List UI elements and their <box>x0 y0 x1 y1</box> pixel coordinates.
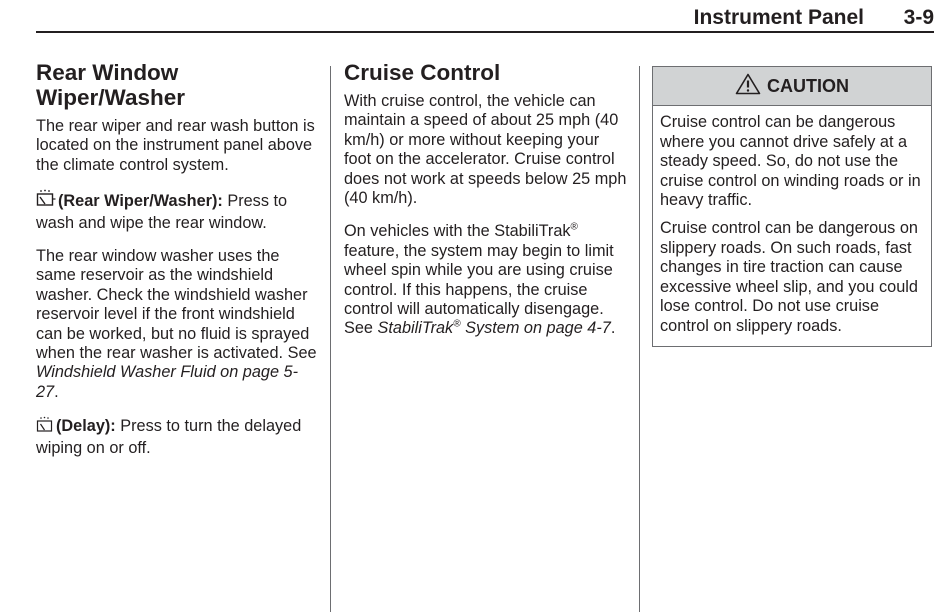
cruise-intro: With cruise control, the vehicle can maintain a speed of about 25 mph (40 km/h) or more without keeping your foot on the accelerator. Cruise control does not work at speeds below 25 mph (40 km/h). <box>344 92 627 208</box>
delay-text: Press to turn the delayed wiping on or off. <box>36 417 302 457</box>
stabilitrak-ref-b: System on page 4-7 <box>460 319 611 338</box>
registered-mark-ref: ® <box>453 319 461 331</box>
page-number: 3-9 <box>903 6 934 29</box>
column-divider-left <box>330 66 331 612</box>
rear-wash-text: Press to wash and wipe the rear window. <box>36 192 288 232</box>
reservoir-text: The rear window washer uses the same reservoir as the windshield washer. Check the windshield washer reservoir level if the front windshield can be worked, but no fluid is sprayed when the rear washer is activated. See <box>36 247 317 363</box>
page-header <box>36 6 934 33</box>
stabilitrak-paragraph <box>344 222 630 338</box>
cruise-control-heading: Cruise Control <box>344 60 501 85</box>
caution-body <box>653 106 931 337</box>
washer-fluid-reference: Windshield Washer Fluid on page 5-27 <box>36 363 299 401</box>
rear-wash-label: (Rear Wiper/Washer): <box>58 192 223 211</box>
stabilitrak-reference <box>378 319 611 337</box>
stabilitrak-end: . <box>610 319 616 338</box>
column-divider-right <box>639 66 640 612</box>
delay-paragraph <box>36 416 320 458</box>
registered-mark: ® <box>570 222 578 234</box>
rear-wiper-section <box>36 60 320 472</box>
caution-title: CAUTION <box>767 75 849 96</box>
cruise-control-section <box>344 60 630 353</box>
rear-washer-icon <box>36 189 56 213</box>
caution-box <box>652 66 932 347</box>
reservoir-paragraph <box>36 247 320 402</box>
caution-paragraph-1: Cruise control can be dangerous where you cannot drive safely at a steady speed. So, do not use the cruise control on winding roads or in heavy traffic. <box>660 113 921 210</box>
caution-header <box>653 67 931 106</box>
stabilitrak-text-b: feature, the system may begin to limit wheel spin while you are using cruise control. If this happens, the cruise control will automatically disengage. See <box>344 241 614 338</box>
stabilitrak-ref-a: StabiliTrak <box>377 319 454 338</box>
rear-wiper-heading-line1: Rear Window <box>36 60 179 85</box>
warning-triangle-icon <box>735 73 761 100</box>
rear-wiper-intro: The rear wiper and rear wash button is located on the instrument panel above the climate control system. <box>36 117 315 174</box>
reservoir-end: . <box>54 382 59 401</box>
page-section-title: Instrument Panel <box>693 6 864 29</box>
delay-label: (Delay): <box>56 417 116 436</box>
rear-wiper-heading-line2: Wiper/Washer <box>36 85 185 110</box>
stabilitrak-text-a: On vehicles with the StabiliTrak <box>344 222 571 241</box>
rear-wiper-delay-icon <box>36 416 54 438</box>
rear-wash-paragraph <box>36 189 320 233</box>
caution-paragraph-2: Cruise control can be dangerous on slippery roads. On such roads, fast changes in tire traction can cause excessive wheel slip, and you could lose control. Do not use cruise control on slippery roads. <box>660 218 918 335</box>
rear-wiper-heading <box>36 60 320 110</box>
